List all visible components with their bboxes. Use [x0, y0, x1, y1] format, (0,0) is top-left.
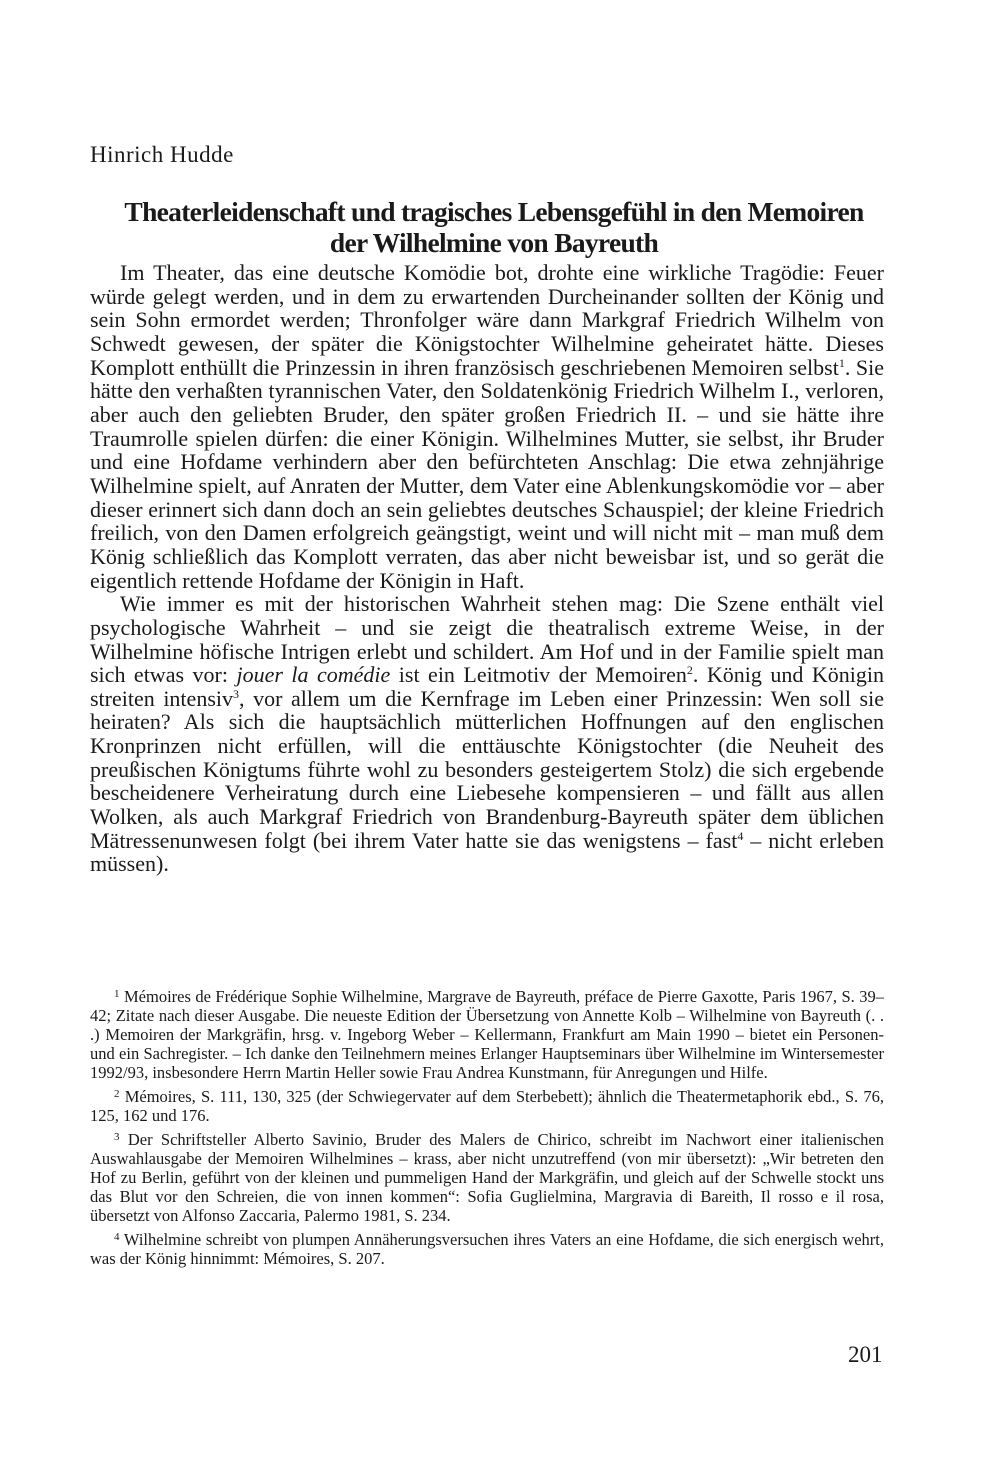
paragraph-2: [90, 592, 884, 876]
footnote-2: [90, 1087, 884, 1125]
paragraph-1-text-b: . Sie hätte den verhaßten tyrannischen Vater, den Soldatenkönig Friedrich Wilhelm I., verloren, aber auch den geliebten Bruder, den später großen Friedrich II. – und sie hätte ihre Traumrolle spielen dürfen: die einer Königin. Wilhelmines Mutter, sie selbst, ihr Bruder und eine Hofdame verhindern aber den befürchteten Anschlag: Die etwa zehnjährige Wilhelmine spielt, auf Anraten der Mutter, dem Vater eine Ablenkungskomödie vor – aber dieser erinnert sich dann doch an sein geliebtes deutsches Schauspiel; der kleine Friedrich freilich, von den Damen erfolgreich geängstigt, weint und will nicht mit – man muß dem König schließlich das Komplott verraten, das aber nicht beweisbar ist, und so gerät die eigentlich rettende Hofdame der Königin in Haft.: [90, 354, 884, 593]
paragraph-1-text-a: Im Theater, das eine deutsche Komödie bot, drohte eine wirkliche Tragödie: Feuer würde gelegt werden, und in dem zu erwartenden Durcheinander sollten der König und sein Sohn ermordet werden; Thronfolger wäre dann Markgraf Friedrich Wilhelm von Schwedt gewesen, der später die Königstochter Wilhelmine geheiratet hätte. Dieses Komplott enthüllt die Prinzessin in ihren französisch geschriebenen Memoiren selbst: [90, 260, 884, 380]
footnote-mark: 1: [114, 988, 120, 1000]
footnote-mark: 4: [114, 1231, 120, 1243]
article-title: [100, 196, 888, 258]
footnote-ref-2: 2: [686, 663, 693, 678]
paragraph-2-text-b: ist ein Leitmotiv der Memoiren: [390, 662, 687, 688]
footnote-text: Mémoires de Frédérique Sophie Wilhelmine, Margrave de Bayreuth, préface de Pierre Gaxotte, Paris 1967, S. 39–42; Zitate nach dieser Ausgabe. Die neueste Edition der Übersetzung von Annette Kolb – Wilhelmine von Bayreuth (. . .) Memoiren der Markgräfin, hrsg. v. Ingeborg Weber – Kellermann, Frankfurt am Main 1990 – bietet ein Personen- und ein Sachregister. – Ich danke den Teilnehmern meines Erlanger Hauptseminars über Wilhelmine im Wintersemester 1992/93, insbesondere Herrn Martin Heller sowie Frau Andrea Kunstmann, für Anregungen und Hilfe.: [90, 987, 885, 1082]
footnote-mark: 2: [114, 1088, 120, 1100]
footnote-3: [90, 1130, 884, 1225]
title-line-1: Theaterleidenschaft und tragisches Lebensgefühl in den Memoiren: [124, 196, 864, 227]
footnotes: [90, 987, 884, 1273]
paragraph-1: [90, 261, 884, 592]
footnote-ref-4: 4: [737, 828, 744, 843]
footnote-ref-3: 3: [233, 686, 239, 701]
author-name: Hinrich Hudde: [90, 142, 234, 167]
footnote-ref-1: 1: [838, 355, 845, 370]
paragraph-2-text-d: , vor allem um die Kernfrage im Leben einer Prinzessin: Wen soll sie heiraten? Als sich die hauptsächlich mütterlichen Hoffnungen auf den englischen Kronprinzen nicht erfüllen, will die enttäuschte Königstochter (die Neuheit des preußischen Königtums führte wohl zu besonders gesteigertem Stolz) die sich ergebende bescheidenere Verheiratung durch eine Liebesehe kompensieren – und fällt aus allen Wolken, als auch Markgraf Friedrich von Brandenburg-Bayreuth später dem üblichen Mätressenunwesen folgt (bei ihrem Vater hatte sie das wenigstens – fast: [90, 685, 884, 853]
paragraph-2-text-e: – nicht erleben müssen).: [90, 827, 884, 877]
paragraph-2-text-c: . König und Königin streiten intensiv: [90, 662, 884, 711]
footnote-text: Der Schriftsteller Alberto Savinio, Bruder des Malers de Chirico, schreibt im Nachwort einer italienischen Auswahlausgabe der Memoiren Wilhelmines – krass, aber nicht unzutreffend (von mir übersetzt): „Wir betreten den Hof zu Berlin, geführt von der kleinen und pummeligen Hand der Markgräfin, und gleich auf der Schwelle stockt uns das Blut vor den Schreien, die von innen kommen“: Sofia Guglielmina, Margravia di Bareith, Il rosso e il rosa, übersetzt von Alfonso Zaccaria, Palermo 1981, S. 234.: [90, 1130, 885, 1225]
page-number: 201: [848, 1342, 883, 1367]
italic-phrase: jouer la comédie: [236, 662, 391, 688]
body-text: [90, 261, 884, 876]
footnote-1: [90, 987, 884, 1082]
title-line-2: der Wilhelmine von Bayreuth: [329, 227, 659, 258]
paragraph-2-text-a: Wie immer es mit der historischen Wahrheit stehen mag: Die Szene enthält viel psychologische Wahrheit – und sie zeigt die theatralisch extreme Weise, in der Wilhelmine höfische Intrigen erlebt und schildert. Am Hof und in der Familie spielt man sich etwas vor:: [90, 591, 884, 688]
footnote-text: Mémoires, S. 111, 130, 325 (der Schwiegervater auf dem Sterbebett); ähnlich die Theatermetaphorik ebd., S. 76, 125, 162 und 176.: [90, 1087, 885, 1125]
footnote-text: Wilhelmine schreibt von plumpen Annäherungsversuchen ihres Vaters an eine Hofdame, die sich energisch wehrt, was der König hinnimmt: Mémoires, S. 207.: [90, 1230, 885, 1268]
footnote-4: [90, 1230, 884, 1268]
footnote-mark: 3: [114, 1131, 120, 1143]
